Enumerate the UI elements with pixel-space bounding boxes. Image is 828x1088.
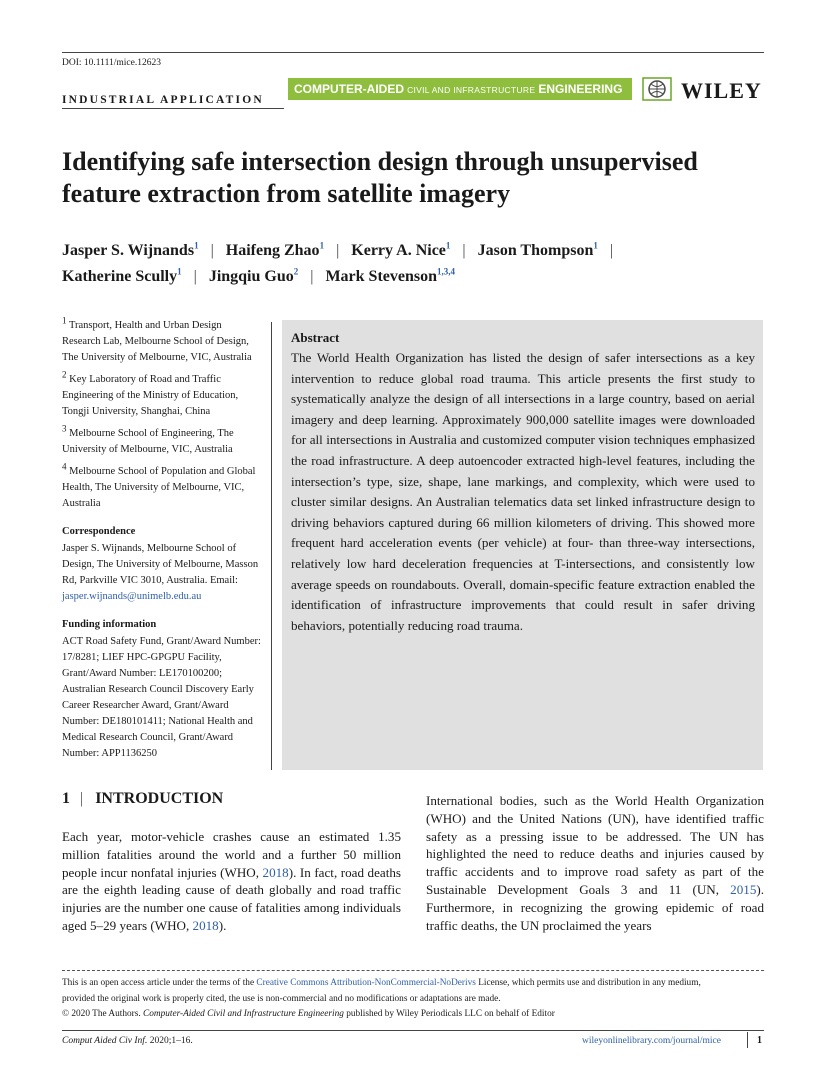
- citation-link[interactable]: 2018: [262, 864, 289, 880]
- journal-name-part1: COMPUTER-AIDED: [294, 82, 404, 96]
- email-link[interactable]: jasper.wijnands@unimelb.edu.au: [62, 591, 202, 602]
- top-rule: [62, 52, 764, 53]
- correspondence-text: Jasper S. Wijnands, Melbourne School of Design, The University of Melbourne, Masson Rd, Parkville VIC 3010, Australia. Email: jasper.wijnands@unimelb.edu.au: [62, 543, 259, 602]
- section-label: INDUSTRIAL APPLICATION: [62, 94, 264, 106]
- author[interactable]: Jasper S. Wijnands$^1$: [62, 240, 199, 259]
- affiliation: $^1$ Transport, Health and Urban Design Research Lab, Melbourne School of Design, The University of Melbourne, VIC, Australia: [62, 315, 252, 363]
- journal-url-link[interactable]: wileyonlinelibrary.com/journal/mice: [582, 1036, 721, 1046]
- correspondence-heading: Correspondence: [62, 526, 136, 537]
- affiliation: $^4$ Melbourne School of Population and Global Health, The University of Melbourne, VIC, Australia: [62, 461, 256, 509]
- journal-name-part2: CIVIL AND INFRASTRUCTURE: [407, 85, 536, 95]
- abstract-text: The World Health Organization has listed the design of safer intersections as a key intervention to reduce global road trauma. This article presents the first study to systematically analyze the design of all intersections in a large country, based on aerial imagery and deep learning. Approximately 900,000 satellite images were downloaded for all intersections in Australia and customized computer vision techniques emphasized the road infrastructure. A deep autoencoder extracted high-level features, including the intersection’s type, size, shape, lane markings, and complexity, which were used to cluster similar designs. An Australian telematics data set linked infrastructure design to driving behaviors captured during 66 million kilometers of driving. This showed more frequent hard acceleration events (per vehicle) at four- than three-way intersections, relatively low hard deceleration frequencies at T-intersections, and consistently low average speeds on roundabouts. Overall, domain-specific feature extraction enabled the identification of infrastructure improvements that could result in safer driving behaviors, potentially reducing road trauma.: [291, 350, 755, 633]
- affiliation: $^2$ Key Laboratory of Road and Traffic Engineering of the Ministry of Education, Tongji University, Shanghai, China: [62, 369, 239, 417]
- funding-heading: Funding information: [62, 619, 157, 630]
- affiliation: $^3$ Melbourne School of Engineering, The University of Melbourne, VIC, Australia: [62, 423, 234, 455]
- journal-banner: [288, 78, 632, 100]
- affiliations-column: [62, 315, 262, 768]
- license-divider: [62, 970, 764, 971]
- doi[interactable]: DOI: 10.1111/mice.12623: [62, 58, 161, 68]
- section-heading: 1 | INTRODUCTION: [62, 790, 224, 807]
- funding-text: ACT Road Safety Fund, Grant/Award Number: 17/8281; LIEF HPC-GPGPU Facility, Grant/Award Number: LE170100200; Australian Research Council Discovery Early Career Researcher Award, Grant/Award Number: DE180101411; National Health and Medical Research Council, Grant/Award Number: APP1136250: [62, 636, 261, 759]
- page-number: 1: [757, 1035, 762, 1046]
- footer-divider: [747, 1032, 748, 1048]
- citation-link[interactable]: 2015: [730, 881, 757, 897]
- citation-link[interactable]: 2018: [192, 917, 219, 933]
- author[interactable]: Haifeng Zhao$^1$: [225, 240, 325, 259]
- body-text-left: Each year, motor-vehicle crashes cause an estimated 1.35 million fatalities around the world and a further 50 million people incur nonfatal injuries (WHO, 2018). In fact, road deaths are the eighth leading cause of death globally and road traffic injuries are the number one cause of fatalities among individuals aged 5–29 years (WHO, 2018).: [62, 829, 401, 933]
- author[interactable]: Jason Thompson$^1$: [477, 240, 598, 259]
- author[interactable]: Kerry A. Nice$^1$: [351, 240, 451, 259]
- section-number: 1: [62, 790, 70, 807]
- author-list: Jasper S. Wijnands$^1$ | Haifeng Zhao$^1$ | Kerry A. Nice$^1$ | Jason Thompson$^1$ | Katherine Scully$^1$ | Jingqiu Guo$^2$ | Mark Stevenson$^{1,3,4}$: [62, 240, 614, 285]
- publisher-logo: WILEY: [681, 78, 762, 103]
- footer-citation: Comput Aided Civ Inf. 2020;1–16.: [62, 1036, 193, 1046]
- section-title: INTRODUCTION: [95, 790, 224, 807]
- body-text-right: International bodies, such as the World Health Organization (WHO) and the United Nations (UN), have identified traffic safety as a pressing issue to be addressed. The UN has highlighted the need to reduce deaths and injuries caused by traffic accidents and to improve road safety as part of the Sustainable Development Goals 3 and 11 (UN, 2015). Furthermore, in recognizing the growing epidemic of road traffic deaths, the UN proclaimed the years: [426, 793, 764, 933]
- author[interactable]: Mark Stevenson$^{1,3,4}$: [325, 266, 456, 285]
- section-underline: [62, 108, 284, 109]
- column-divider: [271, 322, 272, 770]
- journal-name-part3: ENGINEERING: [538, 82, 623, 96]
- author[interactable]: Katherine Scully$^1$: [62, 266, 182, 285]
- license-link[interactable]: Creative Commons Attribution-NonCommercial-NoDerivs: [256, 978, 476, 988]
- article-title: Identifying safe intersection design through unsupervised feature extraction from satellite imagery: [62, 147, 698, 208]
- journal-logo-icon: [642, 77, 672, 101]
- abstract-heading: Abstract: [291, 330, 340, 345]
- license-notice: This is an open access article under the terms of the Creative Commons Attribution-NonCommercial-NoDerivs License, which permits use and distribution in any medium, provided the original work is properly cited, the use is non-commercial and no modifications or adaptations are made. © 2020 The Authors. Computer-Aided Civil and Infrastructure Engineering published by Wiley Periodicals LLC on behalf of Editor: [62, 978, 701, 1019]
- author[interactable]: Jingqiu Guo$^2$: [208, 266, 299, 285]
- footer-rule: [62, 1030, 764, 1031]
